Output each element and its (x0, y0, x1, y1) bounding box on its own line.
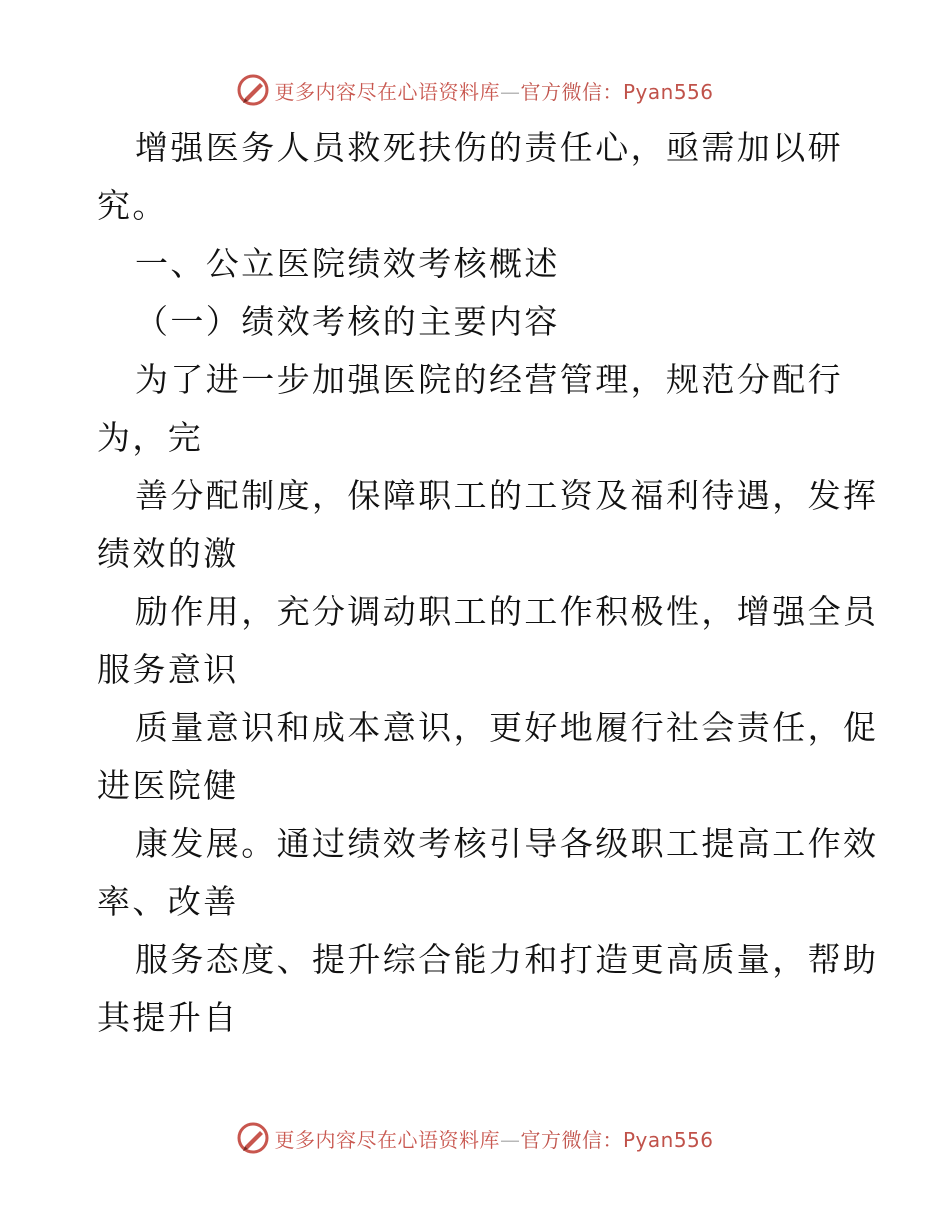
header-banner (0, 70, 950, 110)
banner-handle: Pyan556 (622, 79, 714, 104)
banner-prefix: 更多内容尽在心语资料库 (274, 1127, 500, 1152)
paragraph-line: 质量意识和成本意识，更好地履行社会责任，促 (135, 708, 879, 747)
paragraph-line: 绩效的激 (97, 534, 239, 573)
paragraph-line: 服务意识 (97, 650, 239, 689)
banner-dash: — (499, 79, 521, 104)
banner-wechat-label: 官方微信： (520, 79, 623, 104)
banner-handle: Pyan556 (622, 1127, 714, 1152)
paragraph-line: 服务态度、提升综合能力和打造更高质量，帮助 (135, 940, 879, 979)
paragraph-line: 究。 (97, 186, 168, 225)
paragraph-line: 率、改善 (97, 882, 239, 921)
banner-text (274, 76, 713, 105)
section-heading: 一、公立医院绩效考核概述 (135, 244, 560, 283)
paragraph-line: 为，完 (97, 418, 204, 457)
banner-wechat-label: 官方微信： (520, 1127, 623, 1152)
pen-logo-icon (236, 1121, 270, 1155)
pen-logo-icon (236, 73, 270, 107)
paragraph-line: 其提升自 (97, 998, 239, 1037)
footer-banner (0, 1118, 950, 1158)
paragraph-line: 进医院健 (97, 766, 239, 805)
paragraph-line: 善分配制度，保障职工的工资及福利待遇，发挥 (135, 476, 879, 515)
banner-dash: — (499, 1127, 521, 1152)
paragraph-line: 励作用，充分调动职工的工作积极性，增强全员 (135, 592, 879, 631)
paragraph-line: 增强医务人员救死扶伤的责任心，亟需加以研 (135, 128, 843, 167)
paragraph-line: 为了进一步加强医院的经营管理，规范分配行 (135, 360, 843, 399)
banner-prefix: 更多内容尽在心语资料库 (274, 79, 500, 104)
banner-text (274, 1124, 713, 1153)
subsection-heading: （一）绩效考核的主要内容 (135, 302, 560, 341)
paragraph-line: 康发展。通过绩效考核引导各级职工提高工作效 (135, 824, 879, 863)
